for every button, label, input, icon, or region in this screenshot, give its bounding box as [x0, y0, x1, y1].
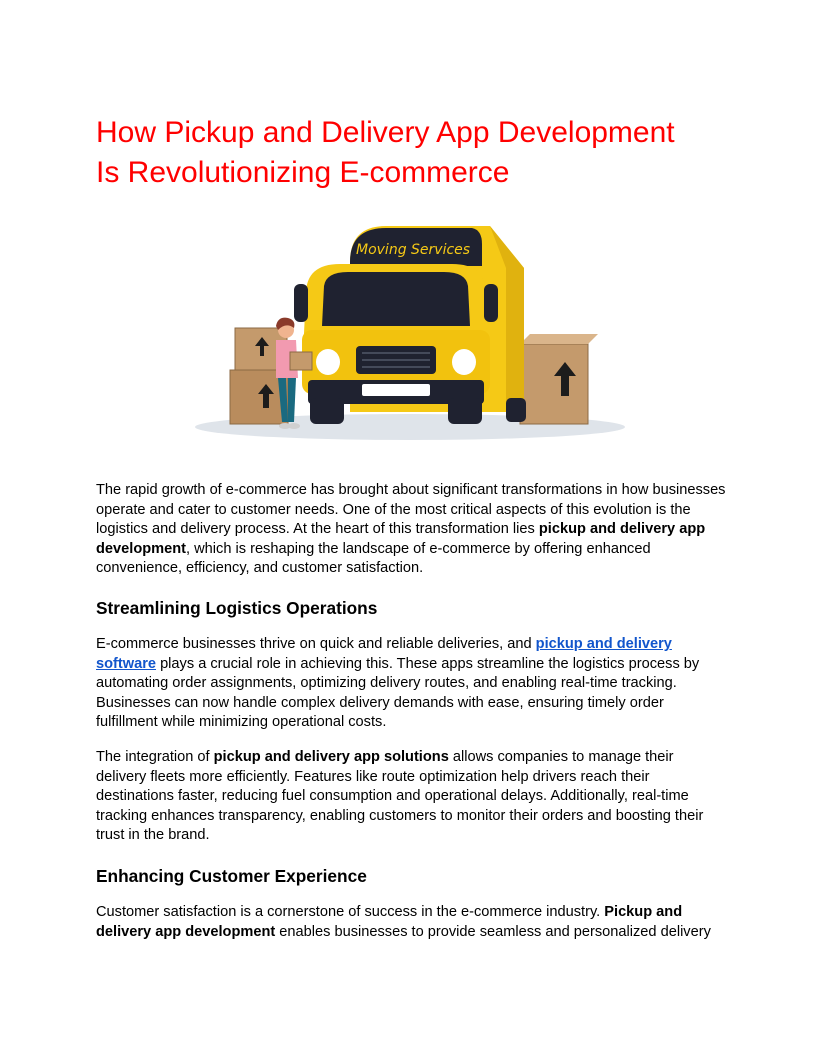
- heading-enhancing-customer-experience: Enhancing Customer Experience: [96, 866, 367, 886]
- title-line-1: How Pickup and Delivery App Development: [96, 116, 675, 149]
- pickup-delivery-software-link[interactable]: pickup and delivery software: [96, 636, 672, 672]
- bold-phrase: pickup and delivery app development: [96, 521, 706, 557]
- customer-paragraph: Customer satisfaction is a cornerstone of success in the e-commerce industry. Pickup and delivery app development enables businesses to provide seamless and personalized delivery: [96, 904, 711, 940]
- streamlining-paragraph-1: E-commerce businesses thrive on quick and reliable deliveries, and pickup and delivery software plays a crucial role in achieving this. These apps streamline the logistics process by automating order assignments, optimizing delivery routes, and enabling real-time tracking. Businesses can now handle complex delivery demands with ease, ensuring timely order fulfillment while minimizing operational costs.: [96, 636, 700, 730]
- intro-paragraph: The rapid growth of e-commerce has brought about significant transformations in how businesses operate and cater to customer needs. One of the most critical aspects of this evolution is the logistics and delivery process. At the heart of this transformation lies pickup and delivery app development, which is reshaping the landscape of e-commerce by offering enhanced convenience, efficiency, and customer satisfaction.: [96, 482, 726, 576]
- bold-phrase: Pickup and delivery app development: [96, 904, 683, 940]
- heading-streamlining-logistics: Streamlining Logistics Operations: [96, 598, 378, 618]
- document-title: [96, 113, 736, 193]
- truck-sign-text: Moving Services: [356, 242, 471, 258]
- moving-truck-illustration: [190, 222, 630, 442]
- delivery-truck-icon: [294, 226, 526, 424]
- streamlining-paragraph-2: The integration of pickup and delivery app solutions allows companies to manage their delivery fleets more efficiently. Features like route optimization help drivers reach their destinations faster, reducing fuel consumption and operational delays. Additionally, real-time tracking enhances transparency, enabling customers to monitor their orders and boosting their trust in the brand.: [96, 749, 704, 843]
- title-line-2: Is Revolutionizing E-commerce: [96, 156, 510, 189]
- bold-phrase: pickup and delivery app solutions: [213, 749, 449, 765]
- cardboard-box-icon: [520, 334, 598, 424]
